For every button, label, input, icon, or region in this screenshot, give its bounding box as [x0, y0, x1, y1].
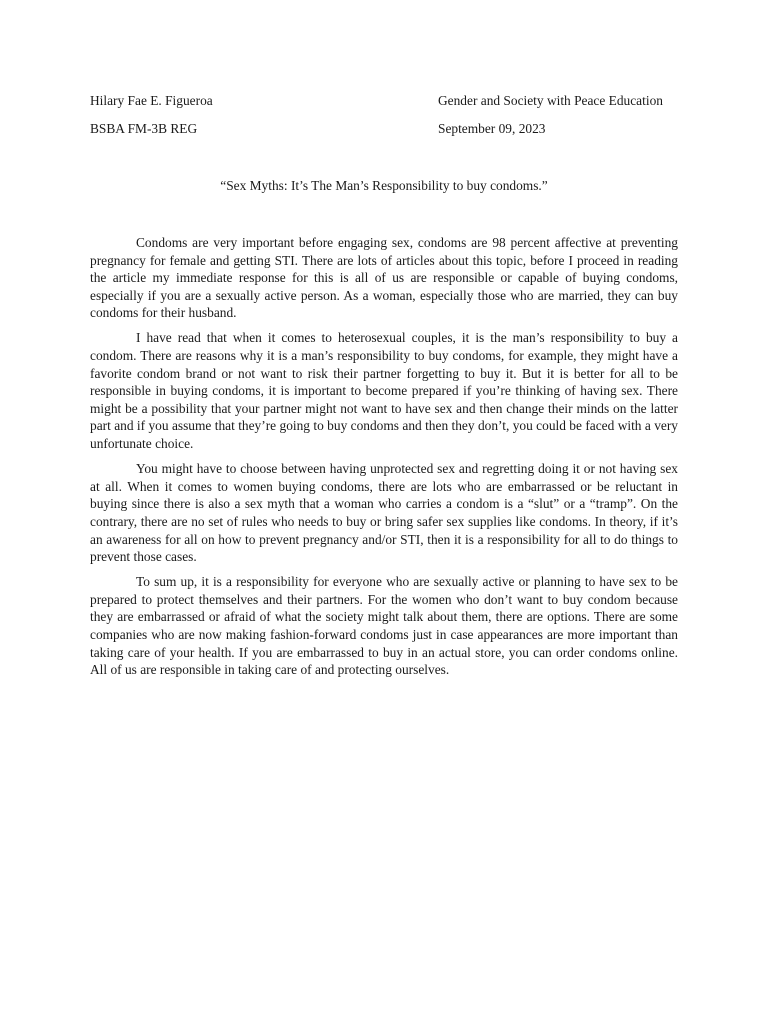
paragraph-4: To sum up, it is a responsibility for everyone who are sexually active or planning to have sex to be prepared to protect themselves and their partners. For the women who don’t want to buy condom because they are embarrassed or afraid of what the society might talk about them, there are options. There are some companies who are now making fashion-forward condoms just in case appearances are more important than taking care of your health. If you are embarrassed to buy in an actual store, you can order condoms online. All of us are responsible in taking care of and protecting ourselves.: [90, 574, 678, 678]
document-date: September 09, 2023: [438, 121, 546, 136]
paragraph-1: Condoms are very important before engaging sex, condoms are 98 percent affective at preventing pregnancy for female and getting STI. There are lots of articles about this topic, before I proceed in reading the article my immediate response for this is all of us are responsible or capable of buying condoms, especially if you are a sexually active person. As a woman, especially those who are married, they can buy condoms for their husband.: [90, 235, 678, 321]
essay-body: [90, 234, 678, 686]
paragraph-2: I have read that when it comes to heterosexual couples, it is the man’s responsibility to buy a condom. There are reasons why it is a man’s responsibility to buy condoms, for example, they might have a favorite condom brand or not want to risk their partner forgetting to buy it. But it is better for all to be responsible in buying condoms, it is important to become prepared if you’re thinking of having sex. There might be a possibility that your partner might not want to have sex and then change their minds on the latter part and if you assume that they’re going to buy condoms and then they don’t, you could be faced with a very unfortunate choice.: [90, 330, 678, 452]
author-name: Hilary Fae E. Figueroa: [90, 93, 213, 108]
essay-title: “Sex Myths: It’s The Man’s Responsibility to buy condoms.”: [220, 178, 548, 193]
section-code: BSBA FM-3B REG: [90, 121, 198, 136]
paragraph-3: You might have to choose between having unprotected sex and regretting doing it or not having sex at all. When it comes to women buying condoms, there are lots who are embarrassed or be reluctant in buying since there is also a sex myth that a woman who carries a condom is a “slut” or a “tramp”. On the contrary, there are no set of rules who needs to buy or bring safer sex supplies like condoms. In theory, if it’s an awareness for all on how to prevent pregnancy and/or STI, then it is a responsibility for all to do things to prevent those cases.: [90, 461, 678, 565]
course-name: Gender and Society with Peace Education: [438, 93, 663, 108]
